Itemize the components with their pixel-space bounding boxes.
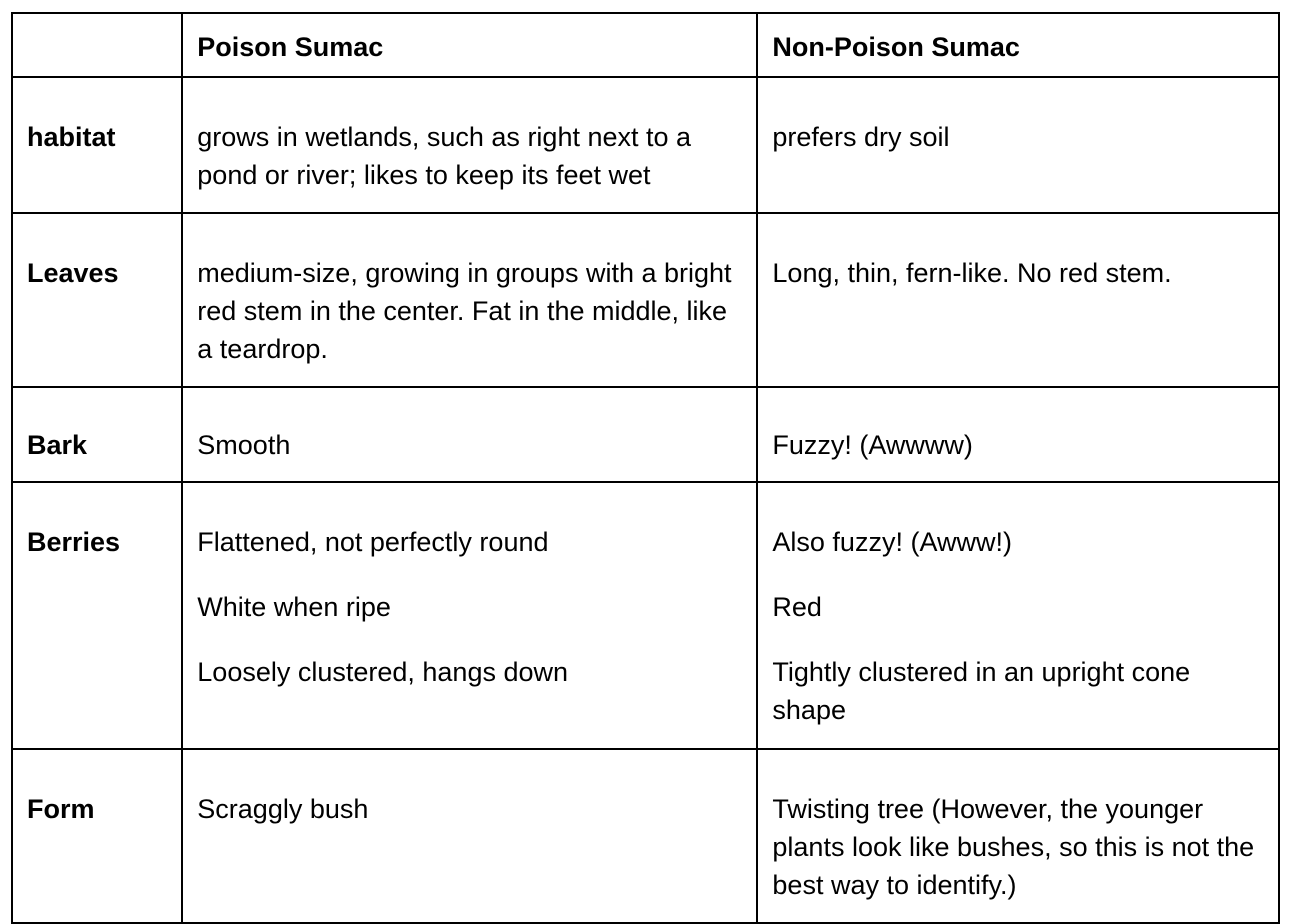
table-row (12, 482, 1279, 749)
cell-text: prefers dry soil (772, 122, 950, 152)
header-row (12, 13, 1279, 77)
header-non-poison-sumac: Non-Poison Sumac (757, 13, 1279, 77)
cell-text: Flattened, not perfectly round (197, 527, 549, 557)
row-label-bark: Bark (12, 387, 182, 482)
leaves-non-poison-cell (757, 213, 1279, 387)
header-poison-sumac: Poison Sumac (182, 13, 757, 77)
habitat-non-poison-cell (757, 77, 1279, 213)
berries-non-poison-cell (757, 482, 1279, 749)
berries-poison-cell (182, 482, 757, 749)
form-poison-cell (182, 749, 757, 923)
cell-text: Scraggly bush (197, 794, 369, 824)
row-label-leaves: Leaves (12, 213, 182, 387)
table-row (12, 387, 1279, 482)
row-label-form: Form (12, 749, 182, 923)
cell-text: Twisting tree (However, the younger plants look like bushes, so this is not the best way to identify.) (772, 794, 1255, 900)
row-label-habitat: habitat (12, 77, 182, 213)
cell-text: White when ripe (197, 592, 391, 622)
cell-text: Smooth (197, 430, 291, 460)
cell-text: medium-size, growing in groups with a bright red stem in the center. Fat in the middle, like a teardrop. (197, 258, 732, 364)
cell-text: Also fuzzy! (Awww!) (772, 527, 1012, 557)
table-row (12, 213, 1279, 387)
cell-text: Fuzzy! (Awwww) (772, 430, 973, 460)
sumac-comparison-table (11, 12, 1280, 924)
cell-text: grows in wetlands, such as right next to a pond or river; likes to keep its feet wet (197, 122, 692, 190)
bark-non-poison-cell (757, 387, 1279, 482)
cell-text: Loosely clustered, hangs down (197, 657, 569, 687)
leaves-poison-cell (182, 213, 757, 387)
cell-text: Long, thin, fern-like. No red stem. (772, 258, 1172, 288)
table-row (12, 77, 1279, 213)
habitat-poison-cell (182, 77, 757, 213)
table-row (12, 749, 1279, 923)
cell-text: Tightly clustered in an upright cone shape (772, 657, 1191, 725)
row-label-berries: Berries (12, 482, 182, 749)
form-non-poison-cell (757, 749, 1279, 923)
header-empty-cell (12, 13, 182, 77)
cell-text: Red (772, 592, 822, 622)
bark-poison-cell (182, 387, 757, 482)
